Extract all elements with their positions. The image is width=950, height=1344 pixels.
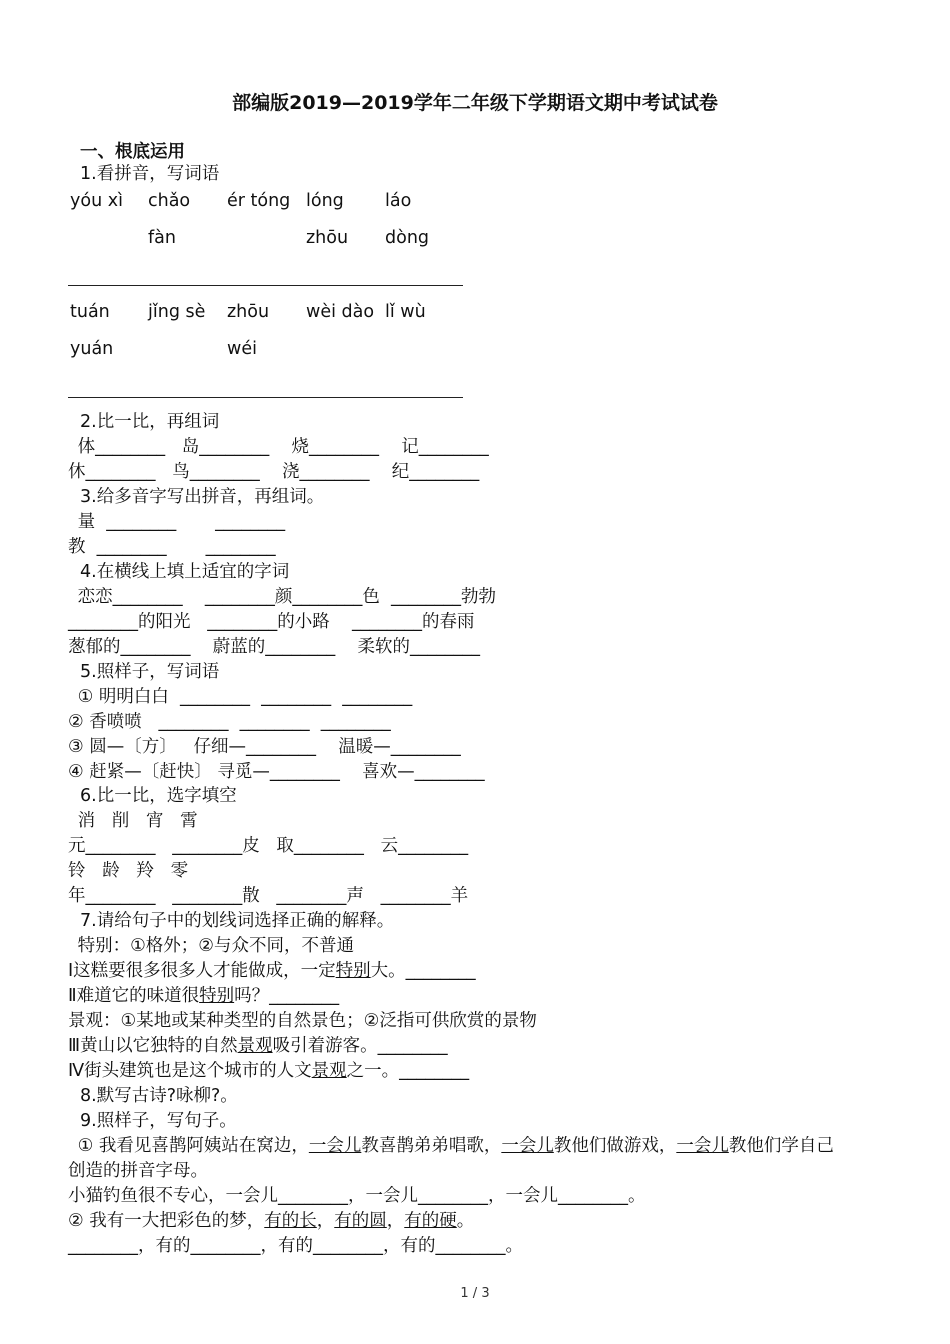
q9-heading: 9.照样子，写句子。: [80, 1111, 237, 1131]
q2-heading: 2.比一比，再组词: [80, 412, 220, 432]
q4-line: 恋恋________ ________颜________色 ________勃勃: [72, 587, 496, 607]
q9-example: ② 我有一大把彩色的梦，有的长，有的圆，有的硬。: [68, 1211, 475, 1231]
q7-sentence: Ⅲ黄山以它独特的自然景观吸引着游客。________: [68, 1036, 448, 1056]
q6-line: 元________ ________皮 取________ 云________: [68, 836, 469, 856]
pinyin: dòng: [385, 228, 430, 248]
pinyin: tuán: [70, 302, 110, 322]
q3-line: 量 ________ ________: [72, 512, 286, 532]
q7-definition: 景观：①某地或某种类型的自然景色；②泛指可供欣赏的景物: [68, 1011, 537, 1031]
page-title: 部编版2019—2019学年二年级下学期语文期中考试试卷: [232, 92, 718, 114]
q6-line: 年________ ________散 ________声 ________羊: [68, 886, 469, 906]
pinyin: yuán: [70, 339, 114, 359]
q1-heading: 1.看拼音，写词语: [80, 164, 220, 184]
pinyin: wèi dào: [306, 302, 375, 322]
q9-example: ① 我看见喜鹊阿姨站在窝边，一会儿教喜鹊弟弟唱歌，一会儿教他们做游戏，一会儿教他们学自己: [72, 1136, 834, 1156]
q3-line: 教 ________ ________: [68, 537, 276, 557]
q2-line: 休________ 鸟________ 浇________ 纪________: [68, 462, 480, 482]
q8-heading: 8.默写古诗?咏柳?。: [80, 1086, 238, 1106]
pinyin: zhōu: [227, 302, 270, 322]
q5-line: ② 香喷喷 ________ ________ ________: [68, 712, 391, 732]
q2-line: 体________ 岛________ 烧________ 记________: [72, 437, 489, 457]
section-heading: 一、根底运用: [80, 142, 185, 162]
pinyin: yóu xì: [70, 191, 123, 211]
q6-heading: 6.比一比，选字填空: [80, 786, 237, 806]
pinyin: lǐ wù: [385, 302, 426, 322]
q9-task: 小猫钓鱼很不专心，一会儿________，一会儿________，一会儿________。: [68, 1186, 646, 1206]
answer-line[interactable]: [68, 285, 463, 286]
q6-line: 铃 龄 羚 零: [68, 861, 189, 881]
q4-line: ________的阳光 ________的小路 ________的春雨: [68, 612, 475, 632]
q5-line: ④ 赶紧—〔赶快〕 寻觅—________ 喜欢—________: [68, 762, 485, 782]
q6-line: 消 削 宵 霄: [72, 811, 198, 831]
q7-sentence: Ⅰ这糕要很多很多人才能做成，一定特别大。________: [68, 961, 476, 981]
q4-line: 葱郁的________ 蔚蓝的________ 柔软的________: [68, 637, 481, 657]
q5-heading: 5.照样子，写词语: [80, 662, 220, 682]
q4-heading: 4.在横线上填上适宜的字词: [80, 562, 290, 582]
pinyin: chǎo: [148, 191, 191, 211]
q7-sentence: Ⅳ街头建筑也是这个城市的人文景观之一。________: [68, 1061, 470, 1081]
pinyin: zhōu: [306, 228, 349, 248]
q7-sentence: Ⅱ难道它的味道很特别吗？________: [68, 986, 340, 1006]
q5-line: ① 明明白白 ________ ________ ________: [72, 687, 413, 707]
q7-definition: 特别：①格外；②与众不同，不普通: [72, 936, 354, 956]
q3-heading: 3.给多音字写出拼音，再组词。: [80, 487, 325, 507]
page-number: 1 / 3: [460, 1286, 490, 1301]
pinyin: wéi: [227, 339, 257, 359]
pinyin: ér tóng: [227, 191, 291, 211]
q7-heading: 7.请给句子中的划线词选择正确的解释。: [80, 911, 395, 931]
q9-example: 创造的拼音字母。: [68, 1161, 208, 1181]
pinyin: jǐng sè: [148, 302, 206, 322]
answer-line[interactable]: [68, 397, 463, 398]
pinyin: lóng: [306, 191, 344, 211]
pinyin: fàn: [148, 228, 176, 248]
q5-line: ③ 圆—〔方〕 仔细—________ 温暖—________: [68, 737, 461, 757]
q9-task: ________，有的________，有的________，有的________。: [68, 1236, 523, 1256]
pinyin: láo: [385, 191, 412, 211]
